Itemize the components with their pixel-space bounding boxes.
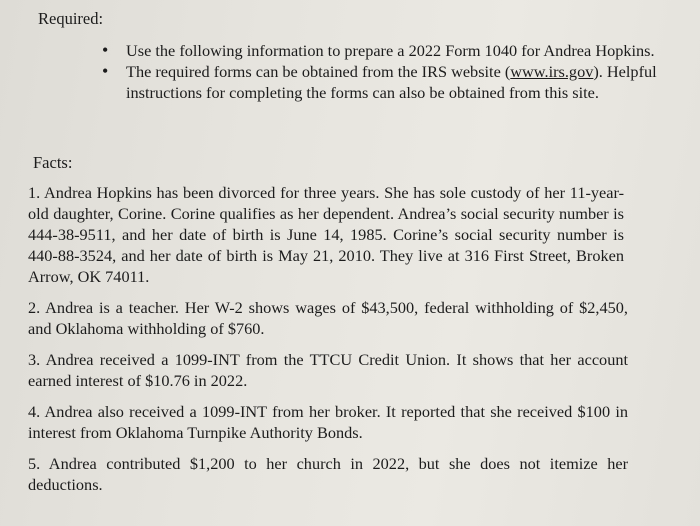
bullet-dot-icon: • bbox=[102, 40, 109, 60]
bullet-item-form-1040 bbox=[102, 40, 662, 61]
bullet-item-irs-website bbox=[102, 61, 662, 103]
fact-item-1: 1. Andrea Hopkins has been divorced for three years. She has sole custody of her 11-year-old daughter, Corine. Corine qualifies as her dependent. Andrea’s social security number is 444-38-9511, and her date of birth is June 14, 1985. Corine’s social security number is 440-88-3524, and her date of birth is May 21, 2010. They live at 316 First Street, Broken Arrow, OK 74011. bbox=[28, 183, 624, 286]
facts-list bbox=[28, 182, 628, 505]
bullet-dot-icon: • bbox=[102, 61, 109, 81]
bullet-text-after-link: ). Helpful instructions for completing the forms can also be obtained from this site. bbox=[126, 62, 657, 102]
required-heading: Required: bbox=[38, 9, 104, 28]
irs-website-link[interactable]: www.irs.gov bbox=[510, 62, 594, 81]
bullet-text: Use the following information to prepare a 2022 Form 1040 for Andrea Hopkins. bbox=[126, 41, 655, 60]
fact-item-4: 4. Andrea also received a 1099-INT from her broker. It reported that she received $100 in interest from Oklahoma Turnpike Authority Bonds. bbox=[28, 402, 628, 442]
facts-heading: Facts: bbox=[33, 153, 73, 172]
fact-item-2: 2. Andrea is a teacher. Her W-2 shows wages of $43,500, federal withholding of $2,450, and Oklahoma withholding of $760. bbox=[28, 298, 628, 338]
fact-item-3: 3. Andrea received a 1099-INT from the TTCU Credit Union. It shows that her account earned interest of $10.76 in 2022. bbox=[28, 350, 628, 390]
required-bullet-list bbox=[102, 40, 662, 103]
bullet-text-before-link: The required forms can be obtained from the IRS website ( bbox=[126, 62, 511, 81]
fact-item-5: 5. Andrea contributed $1,200 to her church in 2022, but she does not itemize her deductions. bbox=[28, 454, 628, 494]
